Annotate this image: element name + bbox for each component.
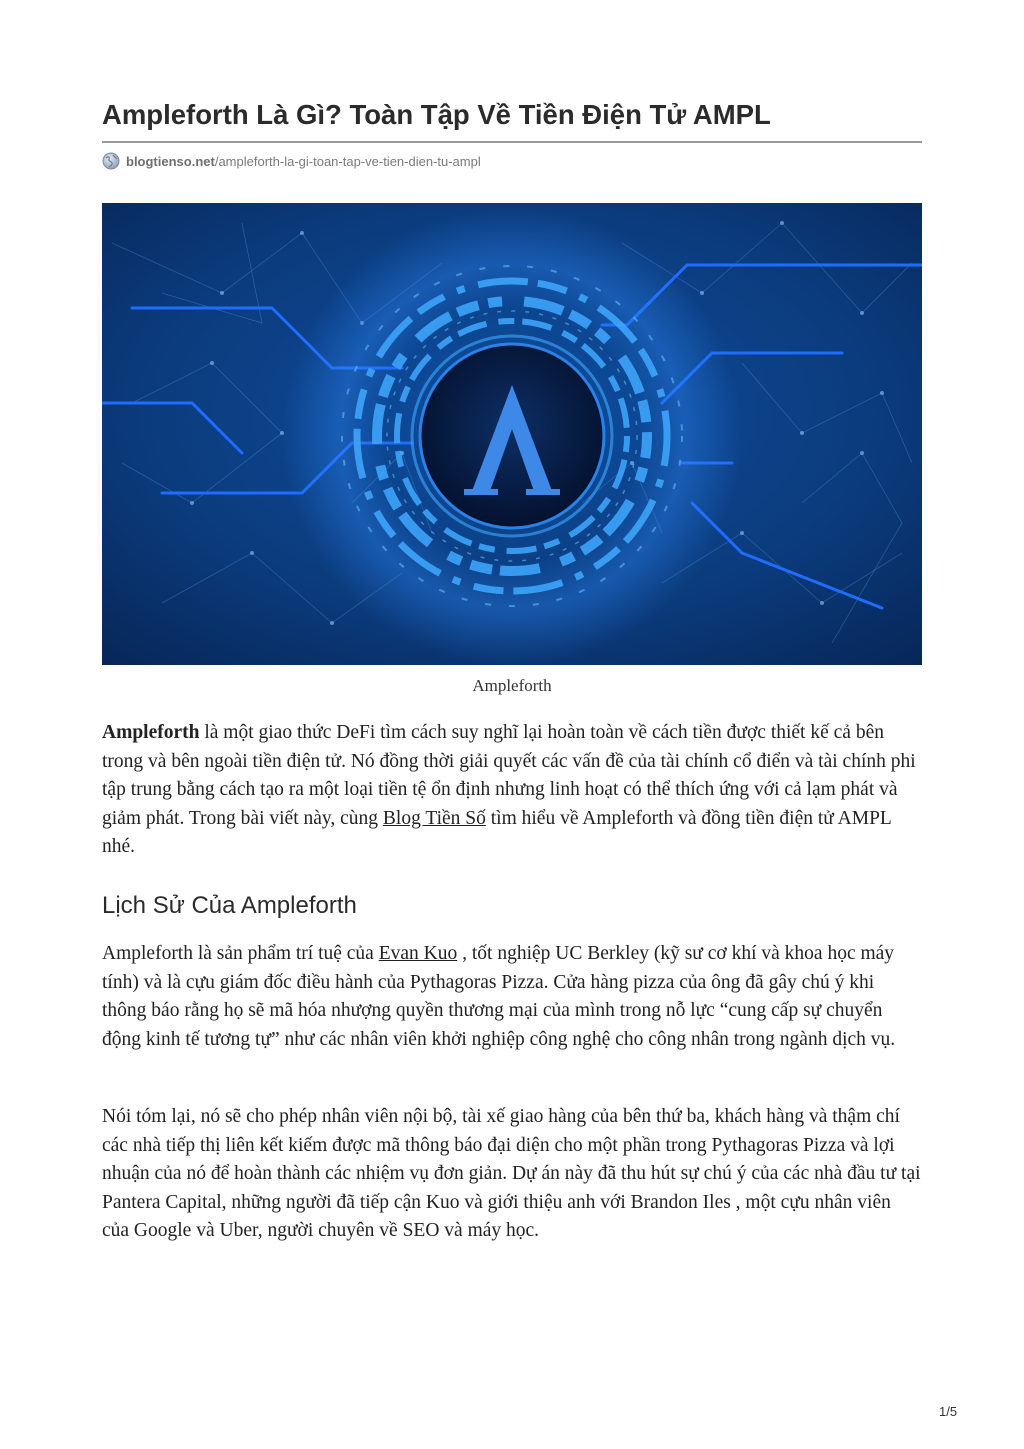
source-path: /ampleforth-la-gi-toan-tap-ve-tien-dien-tu-ampl [214, 153, 481, 169]
ampleforth-logo-illustration [102, 203, 922, 665]
intro-bold-lead: Ampleforth [102, 722, 200, 743]
article-title: Ampleforth Là Gì? Toàn Tập Về Tiền Điện Tử AMPL [102, 99, 771, 130]
evan-kuo-link[interactable]: Evan Kuo [378, 943, 458, 964]
history-paragraph-2: Nói tóm lại, nó sẽ cho phép nhân viên nội bộ, tài xế giao hàng của bên thứ ba, khách hàng và thậm chí các nhà tiếp thị liên kết kiếm được mã thông báo đại diện cho một phần trong Pythagoras Pizza và lợi nhuận của nó để hoàn thành các nhiệm vụ đơn giản. Dự án này đã thu hút sự chú ý của các nhà đầu tư tại Pantera Capital, những người đã tiếp cận Kuo và giới thiệu anh với Brandon Iles , một cựu nhân viên của Google và Uber, người chuyên về SEO và máy học. [102, 1106, 921, 1241]
page-number: 1/5 [939, 1404, 958, 1419]
section-heading-history: Lịch Sử Của Ampleforth [102, 892, 357, 919]
source-url[interactable] [102, 151, 481, 171]
globe-icon [102, 152, 120, 170]
history-text-2: , tốt nghiệp UC Berkley (kỹ sư cơ khí và khoa học máy tính) và là cựu giám đốc điều hành của Pythagoras Pizza. Cửa hàng pizza của ông đã gây chú ý khi thông báo rằng họ sẽ mã hóa nhượng quyền thương mại của mình trong nỗ lực “cung cấp sự chuyển động kinh tế tương tự” như các nhân viên khởi nghiệp công nghệ cho công nhân trong ngành dịch vụ. [102, 943, 896, 1050]
history-paragraph-1 [102, 940, 922, 1054]
source-domain: blogtienso.net [126, 153, 215, 169]
intro-text-1: là một giao thức DeFi tìm cách suy nghĩ lại hoàn toàn về cách tiền được thiết kế cả bên trong và bên ngoài tiền điện tử. Nó đồng thời giải quyết các vấn đề của tài chính cổ điển và tài chính phi tập trung bằng cách tạo ra một loại tiền tệ ổn định nhưng linh hoạt có thể thích ứng với cả lạm phát và giảm phát. Trong bài viết này, cùng [102, 722, 916, 829]
hero-image [102, 203, 922, 665]
image-caption: Ampleforth [472, 676, 552, 695]
intro-text-2: tìm hiểu về Ampleforth và đồng tiền điện tử AMPL nhé. [102, 807, 892, 857]
intro-paragraph [102, 719, 922, 862]
title-divider [102, 141, 922, 143]
history-text-1: Ampleforth là sản phẩm trí tuệ của [102, 943, 379, 964]
blog-tien-so-link[interactable]: Blog Tiền Số [382, 807, 486, 829]
